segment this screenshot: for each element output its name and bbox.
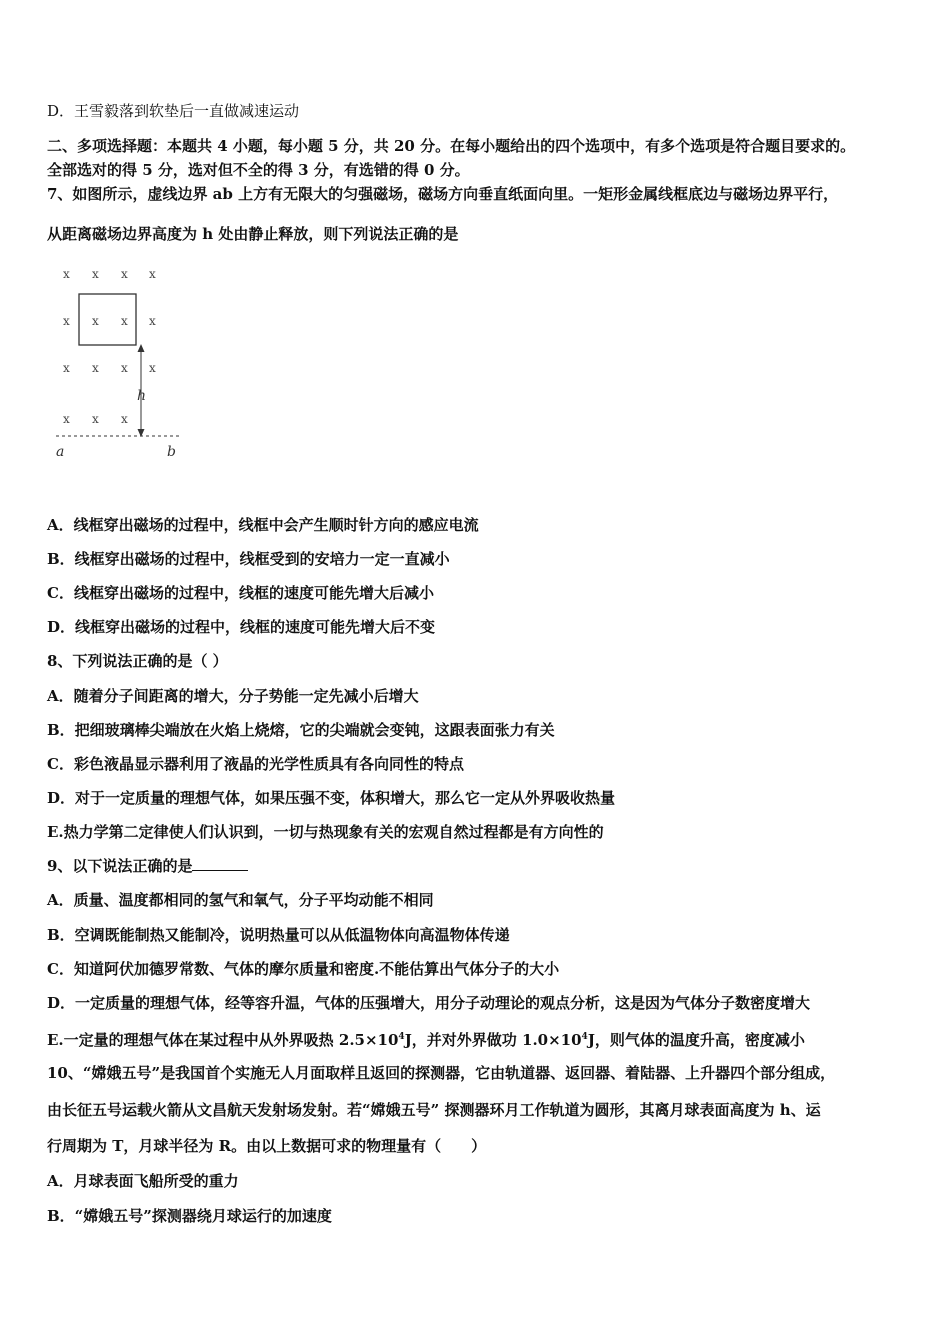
q9-option-e-part3: J，则气体的温度升高，密度减小 xyxy=(587,1031,805,1049)
field-mark: x xyxy=(92,361,99,375)
field-mark: x xyxy=(92,314,99,328)
answer-blank xyxy=(192,856,248,871)
field-mark: x xyxy=(121,267,128,281)
field-mark: x xyxy=(149,361,156,375)
arrow-head-up xyxy=(138,344,145,352)
label-h: h xyxy=(137,388,147,404)
q9-stem xyxy=(47,856,248,876)
q8-option-e: E.热力学第二定律使人们认识到，一切与热现象有关的宏观自然过程都是有方向性的 xyxy=(47,823,604,841)
q10-option-b: B．“嫦娥五号”探测器绕月球运行的加速度 xyxy=(47,1207,332,1225)
q10-stem-line3: 行周期为 T，月球半径为 R。由以上数据可求的物理量有（ ） xyxy=(47,1137,487,1155)
field-mark: x xyxy=(121,412,128,426)
q7-stem-line2: 从距离磁场边界高度为 h 处由静止释放，则下列说法正确的是 xyxy=(47,225,459,243)
q9-stem-text: 9、以下说法正确的是 xyxy=(47,857,193,875)
label-b: b xyxy=(167,444,176,460)
q10-stem-line1: 10、“嫦娥五号”是我国首个实施无人月面取样且返回的探测器，它由轨道器、返回器、着陆器、上升器四个部分组成， xyxy=(47,1064,836,1082)
field-mark: x xyxy=(63,314,70,328)
q10-stem-line2: 由长征五号运载火箭从文昌航天发射场发射。若“嫦娥五号” 探测器环月工作轨道为圆形，其离月球表面高度为 h、运 xyxy=(47,1101,821,1119)
q7-option-d: D．线框穿出磁场的过程中，线框的速度可能先增大后不变 xyxy=(47,618,436,636)
field-mark: x xyxy=(63,412,70,426)
field-mark: x xyxy=(63,267,70,281)
q9-option-a: A．质量、温度都相同的氢气和氧气，分子平均动能不相同 xyxy=(47,891,434,909)
q8-stem: 8、下列说法正确的是（ ） xyxy=(47,652,228,670)
q9-option-e xyxy=(47,1027,805,1050)
q8-option-b: B．把细玻璃棒尖端放在火焰上烧熔，它的尖端就会变钝，这跟表面张力有关 xyxy=(47,721,555,739)
field-mark: x xyxy=(92,412,99,426)
q9-option-e-exp1: 4 xyxy=(398,1032,405,1042)
q7-stem-line1: 7、如图所示，虚线边界 ab 上方有无限大的匀强磁场，磁场方向垂直纸面向里。一矩形金属线框底边与磁场边界平行， xyxy=(47,185,839,203)
field-mark: x xyxy=(121,361,128,375)
q6-option-d: D．王雪毅落到软垫后一直做减速运动 xyxy=(47,102,300,120)
q9-option-b: B．空调既能制热又能制冷，说明热量可以从低温物体向高温物体传递 xyxy=(47,926,510,944)
q7-option-c: C．线框穿出磁场的过程中，线框的速度可能先增大后减小 xyxy=(47,584,434,602)
field-mark: x xyxy=(149,314,156,328)
magnetic-field-figure xyxy=(50,258,190,468)
q9-option-d: D．一定质量的理想气体，经等容升温，气体的压强增大，用分子动理论的观点分析，这是因为气体分子数密度增大 xyxy=(47,994,811,1012)
q7-option-b: B．线框穿出磁场的过程中，线框受到的安培力一定一直减小 xyxy=(47,550,450,568)
field-mark: x xyxy=(92,267,99,281)
q8-option-c: C．彩色液晶显示器利用了液晶的光学性质具有各向同性的特点 xyxy=(47,755,464,773)
section2-heading-line1: 二、多项选择题：本题共 4 小题，每小题 5 分，共 20 分。在每小题给出的四个选项中，有多个选项是符合题目要求的。 xyxy=(47,137,856,155)
q8-option-d: D．对于一定质量的理想气体，如果压强不变，体积增大，那么它一定从外界吸收热量 xyxy=(47,789,616,807)
q10-option-a: A．月球表面飞船所受的重力 xyxy=(47,1172,239,1190)
label-a: a xyxy=(56,444,65,460)
section2-heading-line2: 全部选对的得 5 分，选对但不全的得 3 分，有选错的得 0 分。 xyxy=(47,161,470,179)
q9-option-e-part2: J，并对外界做功 1.0×10 xyxy=(404,1031,582,1049)
q9-option-c: C．知道阿伏加德罗常数、气体的摩尔质量和密度.不能估算出气体分子的大小 xyxy=(47,960,560,978)
q9-option-e-exp2: 4 xyxy=(581,1032,588,1042)
q7-option-a: A．线框穿出磁场的过程中，线框中会产生顺时针方向的感应电流 xyxy=(47,516,479,534)
q9-option-e-part1: E.一定量的理想气体在某过程中从外界吸热 2.5×10 xyxy=(47,1031,399,1049)
field-mark: x xyxy=(149,267,156,281)
field-mark: x xyxy=(121,314,128,328)
field-mark: x xyxy=(63,361,70,375)
q8-option-a: A．随着分子间距离的增大，分子势能一定先减小后增大 xyxy=(47,687,419,705)
